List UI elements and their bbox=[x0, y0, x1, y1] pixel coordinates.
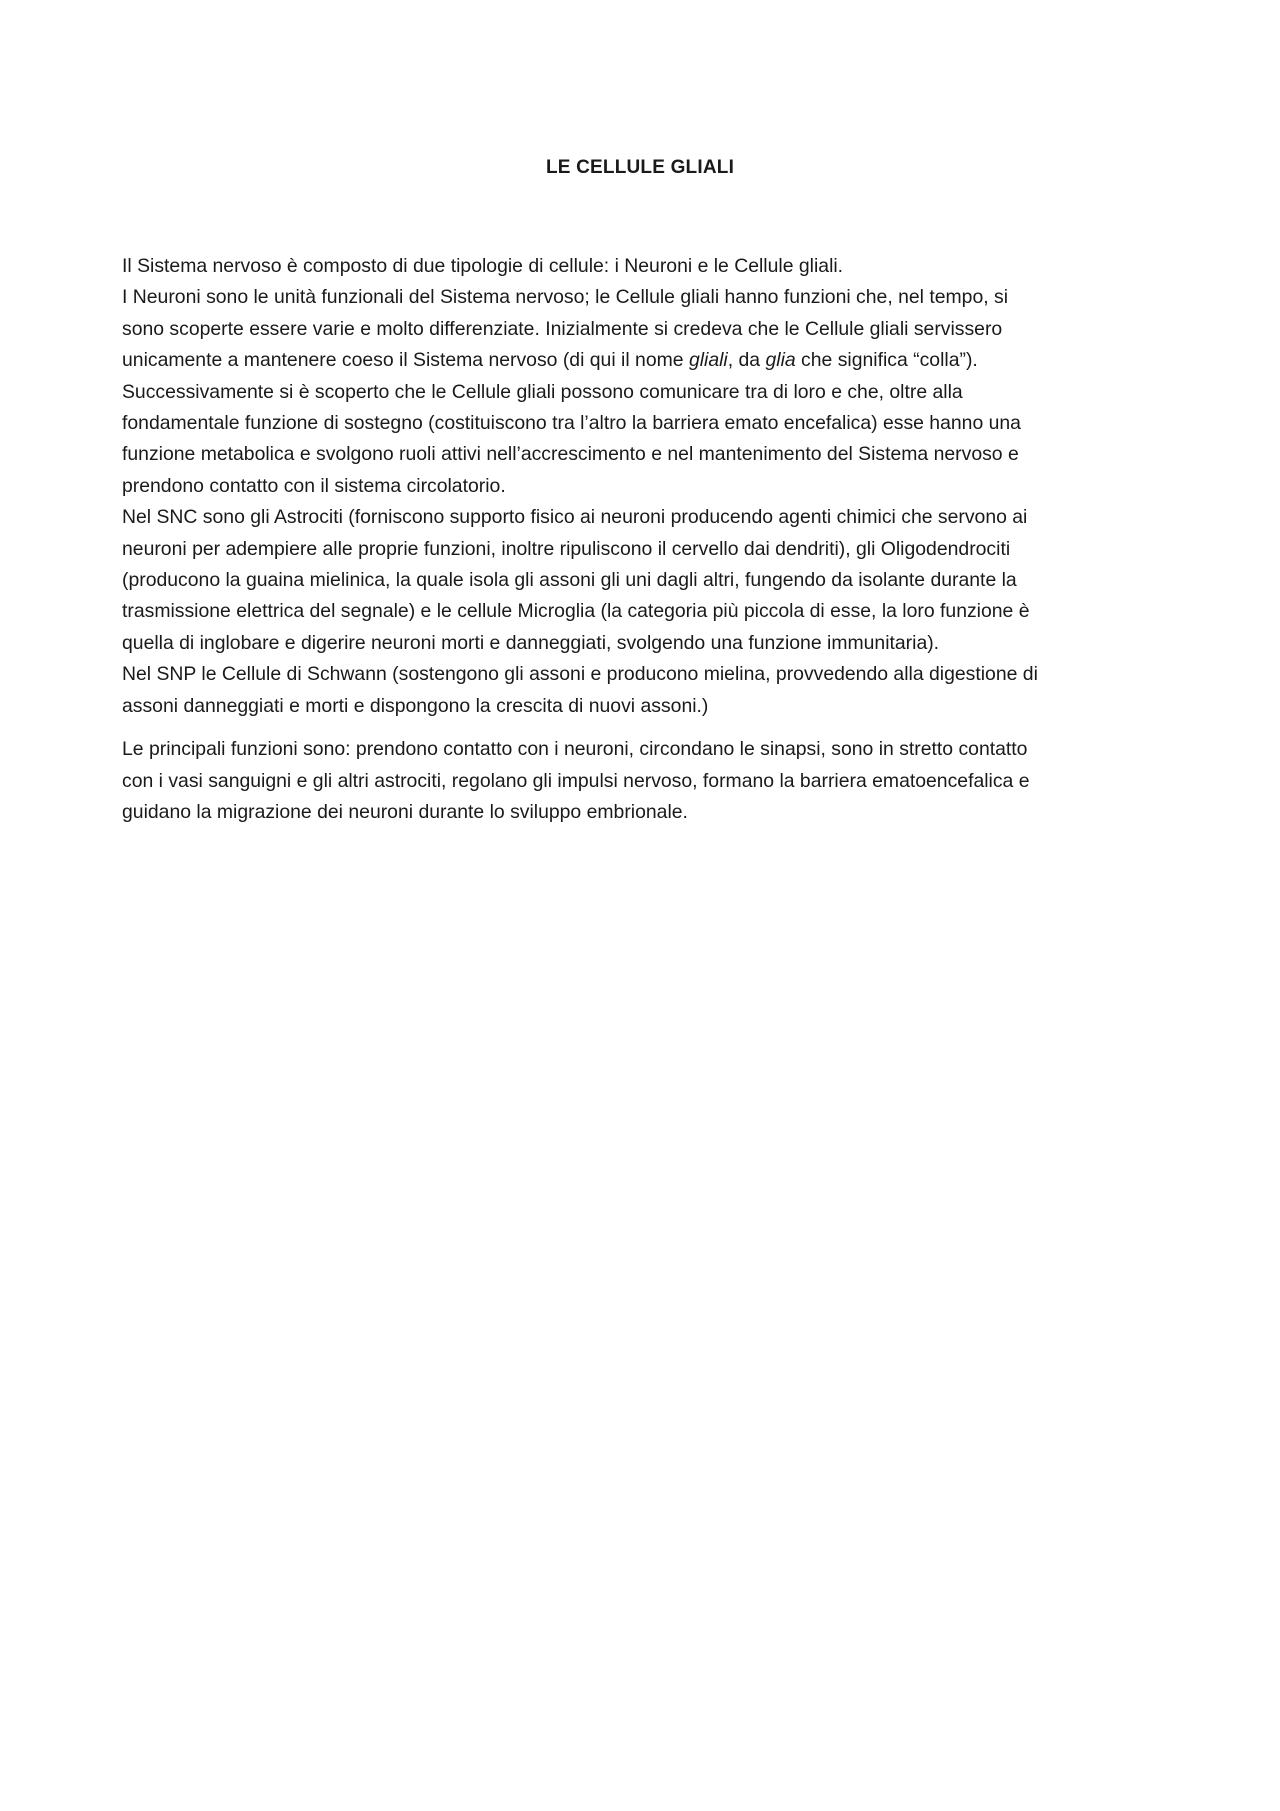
text-line: Nel SNC sono gli Astrociti (forniscono supporto fisico ai neuroni producendo agenti chimici che servono ai bbox=[122, 506, 1028, 529]
text-line: con i vasi sanguigni e gli altri astrociti, regolano gli impulsi nervoso, formano la barriera ematoencefalica e bbox=[122, 769, 1030, 792]
text-line: Successivamente si è scoperto che le Cellule gliali possono comunicare tra di loro e che, oltre alla bbox=[122, 380, 963, 403]
text-line: (producono la guaina mielinica, la quale isola gli assoni gli uni dagli altri, fungendo da isolante durante la bbox=[122, 569, 1017, 592]
text-line bbox=[122, 345, 1162, 376]
text-line: guidano la migrazione dei neuroni durante lo sviluppo embrionale. bbox=[122, 800, 688, 823]
text-line: quella di inglobare e digerire neuroni morti e danneggiati, svolgendo una funzione immunitaria). bbox=[122, 631, 940, 654]
text-segment: unicamente a mantenere coeso il Sistema nervoso (di qui il nome bbox=[122, 349, 689, 372]
document-title: LE CELLULE GLIALI bbox=[545, 157, 735, 178]
text-line: prendono contatto con il sistema circolatorio. bbox=[122, 474, 506, 497]
text-line: trasmissione elettrica del segnale) e le cellule Microglia (la categoria più piccola di esse, la loro funzione è bbox=[122, 600, 1030, 623]
text-segment: , da bbox=[727, 349, 766, 372]
text-line: funzione metabolica e svolgono ruoli attivi nell’accrescimento e nel mantenimento del Sistema nervoso e bbox=[122, 443, 1019, 466]
text-segment: che significa “colla”). bbox=[795, 349, 978, 372]
text-line: fondamentale funzione di sostegno (costituiscono tra l’altro la barriera emato encefalica) esse hanno una bbox=[122, 412, 1021, 435]
text-line: I Neuroni sono le unità funzionali del Sistema nervoso; le Cellule gliali hanno funzioni che, nel tempo, si bbox=[122, 286, 1009, 309]
italic-term-gliali: gliali bbox=[688, 349, 728, 372]
text-line: sono scoperte essere varie e molto differenziate. Inizialmente si credeva che le Cellule gliali servissero bbox=[122, 317, 1003, 340]
text-line: Le principali funzioni sono: prendono contatto con i neuroni, circondano le sinapsi, sono in stretto contatto bbox=[122, 738, 1028, 761]
italic-term-glia: glia bbox=[765, 349, 796, 372]
text-line: Il Sistema nervoso è composto di due tipologie di cellule: i Neuroni e le Cellule gliali. bbox=[122, 255, 844, 277]
text-line: neuroni per adempiere alle proprie funzioni, inoltre ripuliscono il cervello dai dendriti), gli Oligodendrociti bbox=[122, 537, 1011, 560]
text-line: Nel SNP le Cellule di Schwann (sostengono gli assoni e producono mielina, provvedendo alla digestione di bbox=[122, 663, 1038, 686]
text-line: assoni danneggiati e morti e dispongono la crescita di nuovi assoni.) bbox=[122, 694, 709, 717]
document-body bbox=[122, 251, 1162, 828]
